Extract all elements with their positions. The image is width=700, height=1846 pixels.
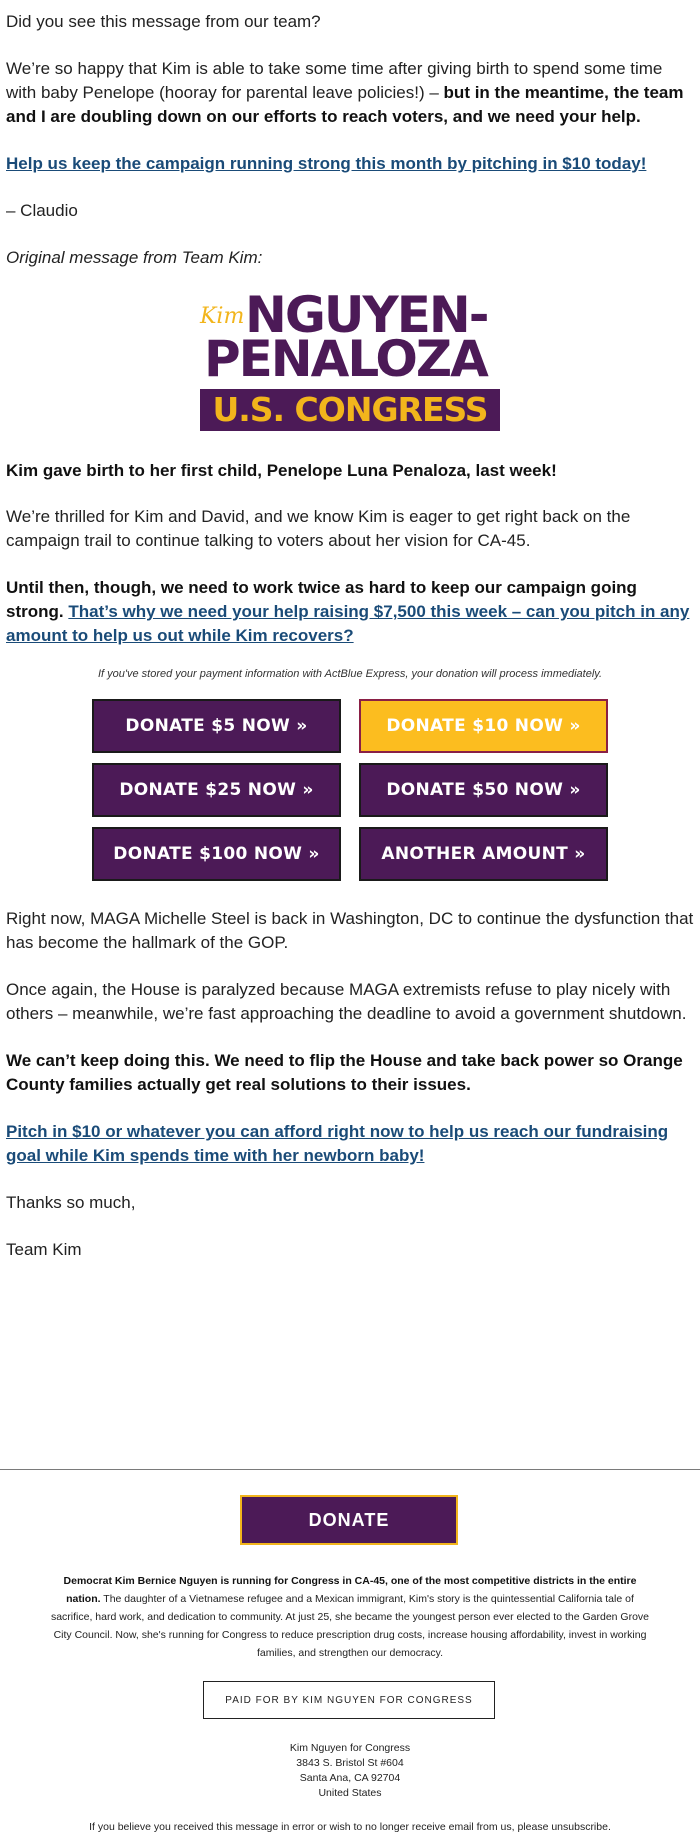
paragraph-parental-leave <box>6 57 694 129</box>
about-regular: The daughter of a Vietnamese refugee and a Mexican immigrant, Kim's story is the quintessential California tale of sacrifice, hard work, and dedication to community. At just 25, she became the youngest person ever elected to the Garden Grove City Council. Now, she's running for Congress to reduce prescription drug costs, increase housing affordability, invest in working families, and strengthen our democracy. <box>50 1593 650 1659</box>
paid-for-disclaimer: PAID FOR BY KIM NGUYEN FOR CONGRESS <box>203 1681 495 1719</box>
logo-line-nguyen: NGUYEN- <box>245 286 488 344</box>
donate-25-button[interactable]: DONATE $25 NOW » <box>92 763 341 817</box>
paragraph-house-paralyzed: Once again, the House is paralyzed because MAGA extremists refuse to play nicely with others – meanwhile, we’re fast approaching the deadline to avoid a government shutdown. <box>6 980 687 1023</box>
headline-birth: Kim gave birth to her first child, Penelope Luna Penaloza, last week! <box>6 461 557 480</box>
about-bold: Democrat Kim Bernice Nguyen is running for Congress in CA-45, one of the most competitive districts in the entire nation. <box>63 1575 637 1605</box>
donate-5-button[interactable]: DONATE $5 NOW » <box>92 699 341 753</box>
paragraph-maga-steel: Right now, MAGA Michelle Steel is back in Washington, DC to continue the dysfunction that has become the hallmark of the GOP. <box>6 909 694 952</box>
donate-10-button[interactable]: DONATE $10 NOW » <box>359 699 608 753</box>
team-signature: Team Kim <box>6 1240 82 1259</box>
donate-link-newborn[interactable]: Pitch in $10 or whatever you can afford right now to help us reach our fundraising goal while Kim spends time with her newborn baby! <box>6 1122 669 1165</box>
donate-100-button[interactable]: DONATE $100 NOW » <box>92 827 341 881</box>
another-amount-button[interactable]: ANOTHER AMOUNT » <box>359 827 608 881</box>
donate-button-grid <box>92 699 608 881</box>
logo-kim: Kim <box>200 304 245 329</box>
logo-congress-bar: U.S. CONGRESS <box>200 389 500 431</box>
mailing-address <box>200 1741 500 1801</box>
paragraph-bold: Until then, though, we need to work twice as hard to keep our campaign going strong. <box>6 578 637 621</box>
unsubscribe-text[interactable]: If you believe you received this message in error or wish to no longer receive email from us, please unsubscribe. <box>89 1821 611 1833</box>
paragraph-flip-house: We can’t keep doing this. We need to flip the House and take back power so Orange County families actually get real solutions to their issues. <box>6 1051 683 1094</box>
original-message-header: Original message from Team Kim: <box>6 248 263 267</box>
candidate-about <box>48 1572 652 1662</box>
paragraph-bold: but in the meantime, the team and I are doubling down on our efforts to reach voters, and we need your help. <box>6 83 684 126</box>
campaign-logo <box>200 286 500 433</box>
signoff-claudio: – Claudio <box>6 201 78 220</box>
actblue-note: If you've stored your payment information with ActBlue Express, your donation will process immediately. <box>97 668 603 680</box>
donate-50-button[interactable]: DONATE $50 NOW » <box>359 763 608 817</box>
address-line: Santa Ana, CA 92704 <box>299 1772 401 1784</box>
footer-donate-button[interactable]: DONATE <box>240 1495 458 1545</box>
paragraph-work-twice <box>6 576 694 648</box>
paragraph-regular: We’re so happy that Kim is able to take some time after giving birth to spend some time with baby Penelope (hooray for parental leave policies!) – <box>6 59 663 102</box>
donate-link-7500[interactable]: That’s why we need your help raising $7,500 this week – can you pitch in any amount to help us out while Kim recovers? <box>6 602 690 645</box>
footer-divider <box>0 1469 700 1470</box>
intro-text: Did you see this message from our team? <box>6 12 321 31</box>
address-line: 3843 S. Bristol St #604 <box>296 1757 404 1769</box>
address-line: Kim Nguyen for Congress <box>289 1742 411 1754</box>
address-line: United States <box>318 1787 382 1799</box>
donate-link-10[interactable]: Help us keep the campaign running strong this month by pitching in $10 today! <box>6 154 647 173</box>
thanks-text: Thanks so much, <box>6 1193 136 1212</box>
paragraph-thrilled: We’re thrilled for Kim and David, and we know Kim is eager to get right back on the campaign trail to continue talking to voters about her vision for CA-45. <box>6 507 631 550</box>
logo-line-penaloza: PENALOZA <box>204 330 487 388</box>
